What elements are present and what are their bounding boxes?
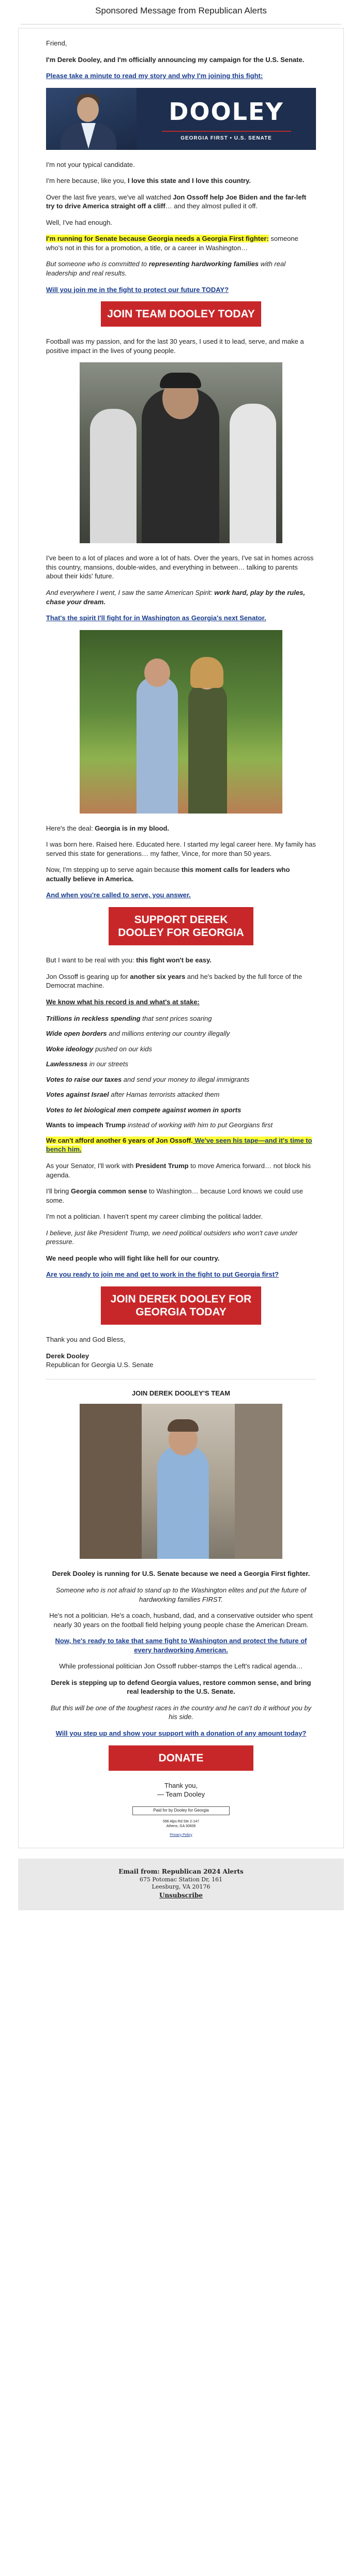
hero-rule [162,131,291,132]
unsubscribe-link[interactable]: Unsubscribe [159,1892,203,1899]
story-link[interactable]: Please take a minute to read my story and why I'm joining this fight: [46,72,263,80]
s2-p1: Football was my passion, and for the last 30 years, I used it to lead, serve, and make a positive impact in the lives of young people. [46,338,304,355]
s1-p2: I'm here because, like you, I love this state and I love this country. [46,177,251,185]
sponsor-title: Sponsored Message from Republican Alerts [95,6,267,16]
s3-p2: I was born here. Raised here. Educated here. I started my legal career here. My family has served this state for generations… my father, Vince, for more than 50 years. [46,840,316,857]
s1-p4: Well, I've had enough. [46,218,112,226]
email-body [18,28,344,1848]
team-p1: Derek Dooley is running for U.S. Senate because we need a Georgia First fighter. [52,1570,310,1578]
footer-city: Leesburg, VA 20176 [152,1883,210,1891]
donate-button[interactable]: DONATE [109,1745,253,1771]
join-georgia-button[interactable]: JOIN DEREK DOOLEY FOR GEORGIA TODAY [101,1286,261,1325]
greeting: Friend, [46,39,67,47]
team-signoff: Thank you, — Team Dooley [157,1781,205,1799]
s1-p5: I'm running for Senate because Georgia needs a Georgia First fighter: someone who's not in this for a promotion, a title, or a career in Washington… [46,235,298,252]
s4-link[interactable]: Are you ready to join me and get to work in the fight to put Georgia first? [46,1270,279,1279]
sponsor-header [0,0,362,24]
signoff-name: Derek Dooley [46,1352,89,1360]
support-button[interactable]: SUPPORT DEREK DOOLEY FOR GEORGIA [109,907,253,945]
team-link[interactable]: Now, he's ready to take that same fight to Washington and protect the future of every hardworking American. [55,1637,307,1654]
football-coach-photo[interactable] [80,362,282,543]
candidate-portrait [46,88,137,150]
s3-link[interactable]: And when you're called to serve, you answer. [46,891,191,899]
s1-p6: But someone who is committed to representing hardworking families with real leadership and real results. [46,260,286,278]
paid-for-disclaimer: Paid for by Dooley for Georgia [132,1806,230,1815]
team-p2: Someone who is not afraid to stand up to the Washington elites and put the future of hardworking families FIRST. [56,1586,306,1603]
bench-link[interactable]: We've seen his tape—and it's time to bench him. [46,1136,312,1154]
s4-p2: Jon Ossoff is gearing up for another six years and he's backed by the full force of the Democrat machine. [46,972,303,990]
team-title: JOIN DEREK DOOLEY'S TEAM [131,1389,231,1397]
campaign-address: 596 Alps Rd Ste 2-147 Athens, GA 30606 [162,1819,200,1828]
s4-p3: As your Senator, I'll work with President Trump to move America forward… not block his agenda. [46,1161,311,1179]
s2-p2: I've been to a lot of places and wore a lot of hats. Over the years, I've sat in homes across this country, mansions, double-wides, and everything in between… talking to parents about their kids' future. [46,554,314,580]
signoff-thanks: Thank you and God Bless, [46,1336,126,1344]
team-p6: Derek is stepping up to defend Georgia values, restore common sense, and bring real leadership to the U.S. Senate. [51,1678,311,1696]
s4-p1: But I want to be real with you: this fight won't be easy. [46,956,212,964]
record-item: Votes to raise our taxes and send your money to illegal immigrants [46,1075,250,1083]
s4-p5: I'm not a politician. I haven't spent my career climbing the political ladder. [46,1213,263,1221]
team-p5: While professional politician Jon Ossoff rubber-stamps the Left's radical agenda… [59,1662,303,1670]
footer-from: Email from: Republican 2024 Alerts [118,1868,244,1876]
record-item: Lawlessness in our streets [46,1060,128,1068]
s1-p1: I'm not your typical candidate. [46,160,135,168]
s4-p6: I believe, just like President Trump, we need political outsiders who won't cave under pressure. [46,1229,298,1246]
record-item: Votes against Israel after Hamas terrorists attacked them [46,1091,220,1099]
team-p3: He's not a politician. He's a coach, husband, dad, and a conservative outsider who spent nearly 30 years on the football field helping young people chase the American Dream. [49,1612,313,1629]
join-team-button[interactable]: JOIN TEAM DOOLEY TODAY [101,301,261,327]
signoff-role: Republican for Georgia U.S. Senate [46,1361,154,1369]
team-p7: But this will be one of the toughest races in the country and he can't do it without you by his side. [50,1704,311,1721]
hero-name: DOOLEY [169,97,284,126]
hero-banner[interactable] [46,88,316,150]
record-item: Wants to impeach Trump instead of working with him to put Georgians first [46,1121,273,1129]
header-divider [21,24,341,25]
couple-photo[interactable] [80,630,282,814]
email-content [46,28,316,1848]
s3-p1: Here's the deal: Georgia is in my blood. [46,824,170,832]
record-item: Wide open borders and millions entering our country illegally [46,1030,230,1038]
privacy-link[interactable]: Privacy Policy [170,1833,192,1837]
email-footer [18,1859,344,1910]
s4-p4: I'll bring Georgia common sense to Washington… because Lord knows we could use some. [46,1187,303,1204]
candidate-town-photo[interactable] [80,1404,282,1559]
record-item: Votes to let biological men compete against women in sports [46,1106,242,1114]
donate-link[interactable]: Will you step up and show your support with a donation of any amount today? [55,1729,307,1738]
record-list-title: We know what his record is and what's at stake: [46,998,200,1006]
cant-afford: We can't afford another 6 years of Jon Ossoff. We've seen his tape—and it's time to bench him. [46,1136,312,1154]
signoff-block [46,1352,316,1370]
s1-p3: Over the last five years, we've all watched Jon Ossoff help Joe Biden and the far-left try to drive America straight off a cliff… and they almost pulled it off. [46,193,307,210]
s1-link[interactable]: Will you join me in the fight to protect our future TODAY? [46,285,229,294]
record-item: Trillions in reckless spending that sent prices soaring [46,1014,212,1022]
record-item: Woke ideology pushed on our kids [46,1045,152,1053]
s4-p7: We need people who will fight like hell for our country. [46,1254,220,1262]
footer-street: 675 Potomac Station Dr, 161 [139,1876,223,1883]
s2-link[interactable]: That's the spirit I'll fight for in Washington as Georgia's next Senator. [46,614,266,622]
s2-p3: And everywhere I went, I saw the same American Spirit: work hard, play by the rules, chase your dream. [46,589,305,606]
s3-p3: Now, I'm stepping up to serve again because this moment calls for leaders who actually believe in America. [46,866,290,883]
hero-tagline: GEORGIA FIRST • U.S. SENATE [180,135,272,141]
announcement: I'm Derek Dooley, and I'm officially announcing my campaign for the U.S. Senate. [46,55,305,64]
